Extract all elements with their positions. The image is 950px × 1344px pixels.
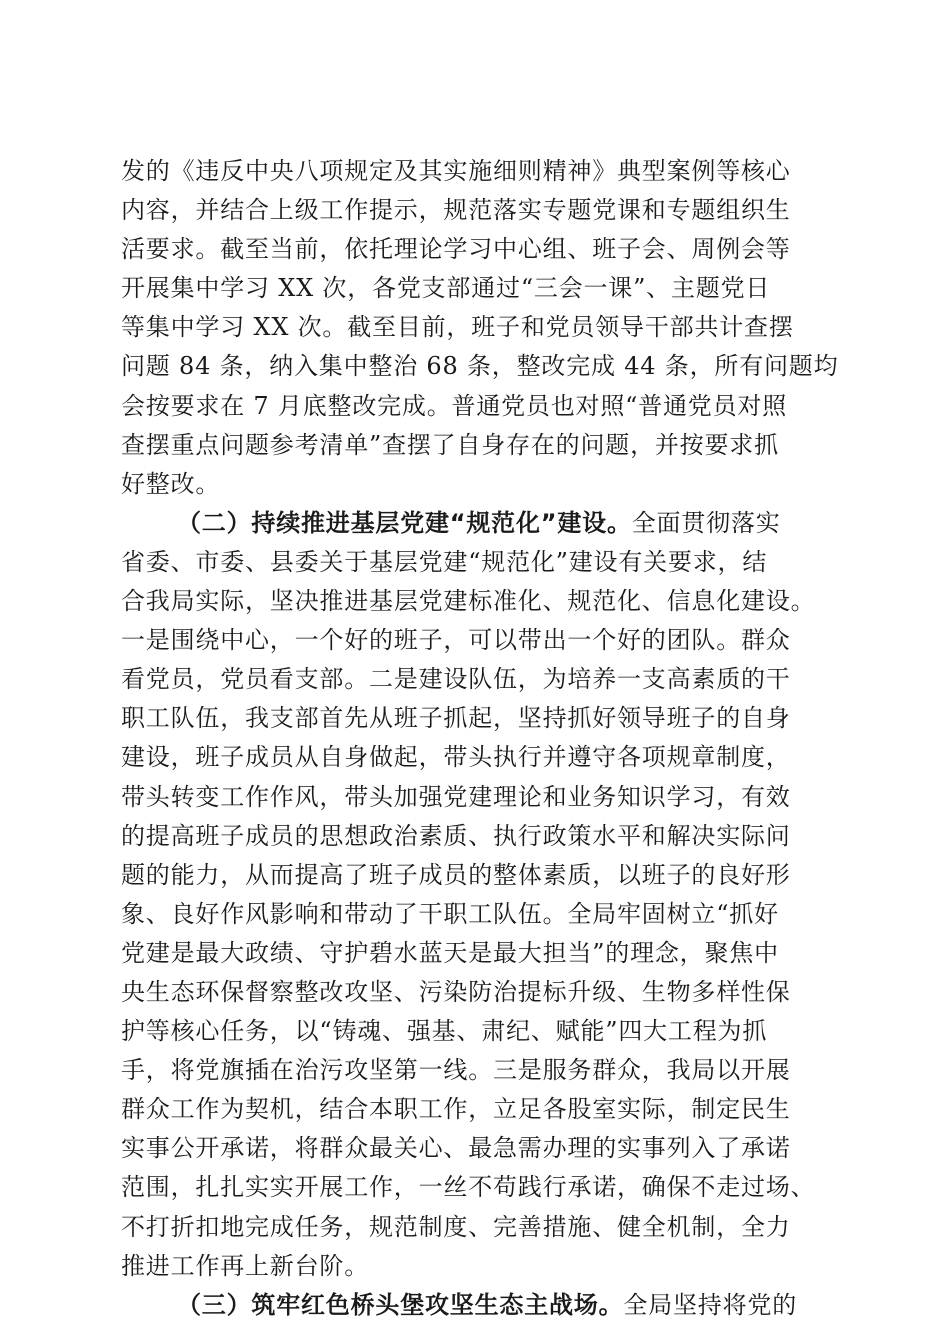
text-line: 的提高班子成员的思想政治素质、执行政策水平和解决实际问 <box>121 821 791 850</box>
text-line: 省委、市委、县委关于基层党建“规范化”建设有关要求，结 <box>121 547 768 576</box>
text-line: 建设，班子成员从自身做起，带头执行并遵守各项规章制度， <box>121 743 791 772</box>
section-text: 全面贯彻落实 <box>631 508 781 537</box>
text-line: 党建是最大政绩、守护碧水蓝天是最大担当”的理念，聚焦中 <box>121 938 779 967</box>
text-line: 护等核心任务，以“铸魂、强基、肃纪、赋能”四大工程为抓 <box>121 1017 768 1046</box>
section-text: 全局坚持将党的 <box>623 1290 798 1319</box>
section-heading: （二）持续推进基层党建“规范化”建设。 <box>177 508 632 537</box>
text-line: 一是围绕中心，一个好的班子，可以带出一个好的团队。群众 <box>121 626 791 655</box>
text-line: 开展集中学习 XX 次，各党支部通过“三会一课”、主题党日 <box>121 274 771 303</box>
body-text <box>121 152 839 1325</box>
text-line: 合我局实际，坚决推进基层党建标准化、规范化、信息化建设。 <box>121 587 816 616</box>
text-line: 推进工作再上新台阶。 <box>121 1251 369 1280</box>
section-line <box>121 1286 826 1325</box>
text-line: 查摆重点问题参考清单”查摆了自身存在的问题，并按要求抓 <box>121 430 779 459</box>
text-line: 题的能力，从而提高了班子成员的整体素质，以班子的良好形 <box>121 860 791 889</box>
text-line: 央生态环保督察整改攻坚、污染防治提标升级、生物多样性保 <box>121 977 791 1006</box>
text-line: 群众工作为契机，结合本职工作，立足各股室实际，制定民生 <box>121 1095 791 1124</box>
text-line: 范围，扎扎实实开展工作，一丝不苟践行承诺，确保不走过场、 <box>121 1173 816 1202</box>
section-heading: （三）筑牢红色桥头堡攻坚生态主战场。 <box>177 1290 624 1319</box>
text-line: 内容，并结合上级工作提示，规范落实专题党课和专题组织生 <box>121 196 791 225</box>
text-line: 好整改。 <box>121 469 221 498</box>
text-line: 手，将党旗插在治污攻坚第一线。三是服务群众，我局以开展 <box>121 1056 791 1085</box>
text-line: 实事公开承诺，将群众最关心、最急需办理的实事列入了承诺 <box>121 1134 791 1163</box>
text-line: 活要求。截至当前，依托理论学习中心组、班子会、周例会等 <box>121 235 791 264</box>
text-line: 不打折扣地完成任务，规范制度、完善措施、健全机制，全力 <box>121 1212 791 1241</box>
section-line <box>121 504 826 543</box>
text-line: 发的《违反中央八项规定及其实施细则精神》典型案例等核心 <box>121 157 791 185</box>
text-line: 象、良好作风影响和带动了干职工队伍。全局牢固树立“抓好 <box>121 899 779 928</box>
text-line: 问题 84 条，纳入集中整治 68 条，整改完成 44 条，所有问题均 <box>121 352 839 381</box>
text-line: 会按要求在 7 月底整改完成。普通党员也对照“普通党员对照 <box>121 391 787 420</box>
text-line: 带头转变工作作风，带头加强党建理论和业务知识学习，有效 <box>121 782 791 811</box>
text-line: 看党员，党员看支部。二是建设队伍，为培养一支高素质的干 <box>121 665 791 694</box>
text-line: 职工队伍，我支部首先从班子抓起，坚持抓好领导班子的自身 <box>121 704 791 733</box>
text-line: 等集中学习 XX 次。截至目前，班子和党员领导干部共计查摆 <box>121 313 794 342</box>
